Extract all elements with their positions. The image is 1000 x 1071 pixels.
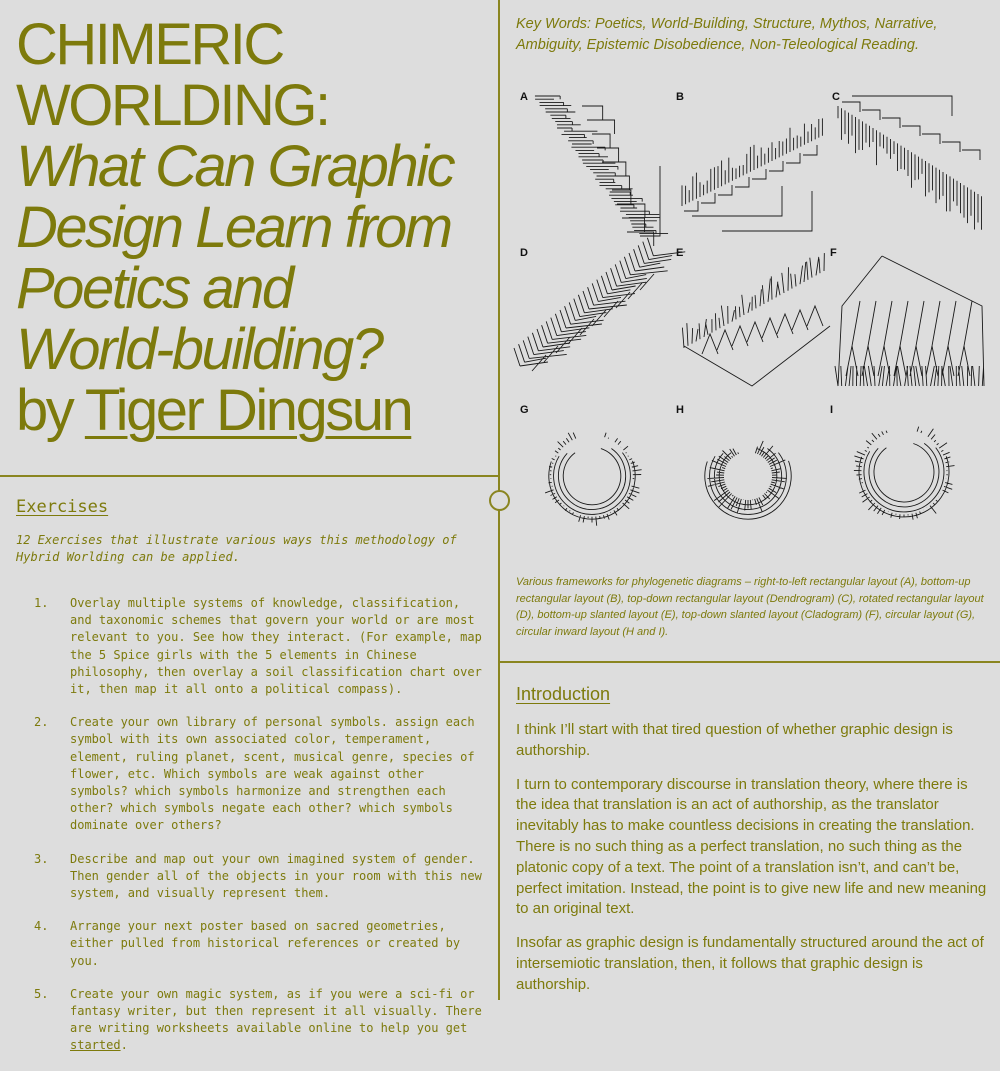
exercise-item: [0, 714, 490, 834]
divider-junction-circle: [489, 490, 510, 511]
exercise-text-end: .: [120, 1038, 128, 1053]
panel-label-g: G: [520, 404, 529, 416]
exercise-number: 4.: [34, 919, 49, 934]
intro-paragraph: I turn to contemporary discourse in translation theory, where there is the idea that translation is an act of authorship, as the translator inevitably has to make countless decisions in creating the translation. There is no such thing as a perfect translation, no such thing as the platonic copy of a text. The point of a translation isn’t, and can’t be, perfect imitation. Instead, the point is to give new life and new meaning to an original text.: [516, 775, 987, 918]
exercise-item: [0, 595, 490, 698]
panel-label-e: E: [676, 247, 684, 259]
exercise-number: 1.: [34, 596, 49, 610]
tree-c-branches: [838, 96, 982, 230]
tree-g-branches: [545, 433, 642, 526]
title-italic-line-2: Design Learn from: [16, 195, 451, 260]
started-link[interactable]: started: [70, 1038, 121, 1053]
tree-b-branches: [682, 118, 822, 231]
introduction-body: [516, 720, 990, 1009]
introduction-heading: Introduction: [516, 684, 611, 704]
title-italic-line-3: Poetics and: [16, 256, 292, 321]
phylogenetic-diagrams: [512, 86, 992, 546]
panel-label-f: F: [830, 247, 837, 259]
author-link[interactable]: Tiger Dingsun: [84, 378, 412, 443]
exercise-item: [0, 851, 490, 903]
exercise-item: [0, 918, 490, 970]
exercises-subtitle: 12 Exercises that illustrate various ways this methodology of Hybrid Worlding can be applied.: [16, 533, 457, 564]
title-line-2: WORLDING:: [16, 73, 329, 138]
keywords: Key Words: Poetics, World-Building, Structure, Mythos, Narrative, Ambiguity, Epistemic Disobedience, Non-Teleological Reading.: [516, 16, 938, 53]
exercise-number: 5.: [34, 986, 49, 1001]
title-line-1: CHIMERIC: [16, 12, 283, 77]
panel-label-d: D: [520, 247, 528, 259]
exercise-text: Describe and map out your own imagined system of gender. Then gender all of the objects in your room with this new system, and visually represent them.: [70, 851, 482, 901]
left-horizontal-divider: [0, 475, 499, 477]
exercise-text: Create your own library of personal symbols. assign each symbol with its own associated color, temperament, element, ruling planet, scent, musical genre, species of flower, etc. Which symbols are weak against other symbols? which symbols harmonize and strengthen each other? which symbols negate each other? which symbols dominate over others?: [70, 715, 475, 833]
title-italic-line-1: What Can Graphic: [16, 134, 454, 199]
page-title: [16, 14, 496, 441]
tree-h-branches: [705, 441, 791, 519]
title-italic-line-4: World-building?: [16, 317, 382, 382]
tree-i-branches: [854, 427, 955, 520]
panel-label-h: H: [676, 404, 684, 416]
exercise-number: 3.: [34, 851, 49, 866]
intro-paragraph: Insofar as graphic design is fundamentally structured around the act of intersemiotic translation, then, it follows that graphic design is authorship.: [516, 934, 984, 993]
figure-caption: Various frameworks for phylogenetic diagrams – right-to-left rectangular layout (A), bottom-up rectangular layout (B), top-down rectangular layout (Dendrogram) (C), rotated rectangular layout (D), bottom-up slanted layout (E), top-down slanted layout (Cladogram) (F), circular layout (G), circular inward layout (H and I).: [516, 576, 984, 638]
panel-label-i: I: [830, 404, 834, 416]
panel-label-b: B: [676, 91, 684, 103]
exercise-text: Create your own magic system, as if you were a sci-fi or fantasy writer, but then represent it all visually. There are writing worksheets available online to help you get: [70, 986, 482, 1036]
exercises-list: [0, 595, 490, 1071]
exercise-text: Overlay multiple systems of knowledge, classification, and taxonomic schemes that govern your world or are most relevant to you. See how they interact. (For example, map the 5 Spice girls with the 5 elements in Chinese philosophy, then overlay a soil classification chart over it, then map it all onto a political compass).: [70, 596, 482, 697]
exercise-number: 2.: [34, 715, 49, 730]
panel-label-a: A: [520, 91, 528, 103]
exercise-item: [0, 986, 490, 1055]
tree-f-branches: [835, 256, 984, 386]
tree-e-branches: [682, 253, 830, 386]
exercises-heading: Exercises: [16, 497, 109, 517]
intro-paragraph: I think I’ll start with that tired question of whether graphic design is authorship.: [516, 721, 953, 759]
panel-label-c: C: [832, 91, 840, 103]
byline: [16, 380, 496, 441]
exercise-text: Arrange your next poster based on sacred geometries, either pulled from historical references or created by you.: [70, 919, 461, 968]
tree-d-branches: [514, 238, 685, 371]
phylogenetic-figure: [512, 86, 992, 546]
tree-a-branches: [535, 96, 668, 246]
byline-prefix: by: [16, 378, 73, 443]
right-horizontal-divider: [499, 661, 1000, 663]
